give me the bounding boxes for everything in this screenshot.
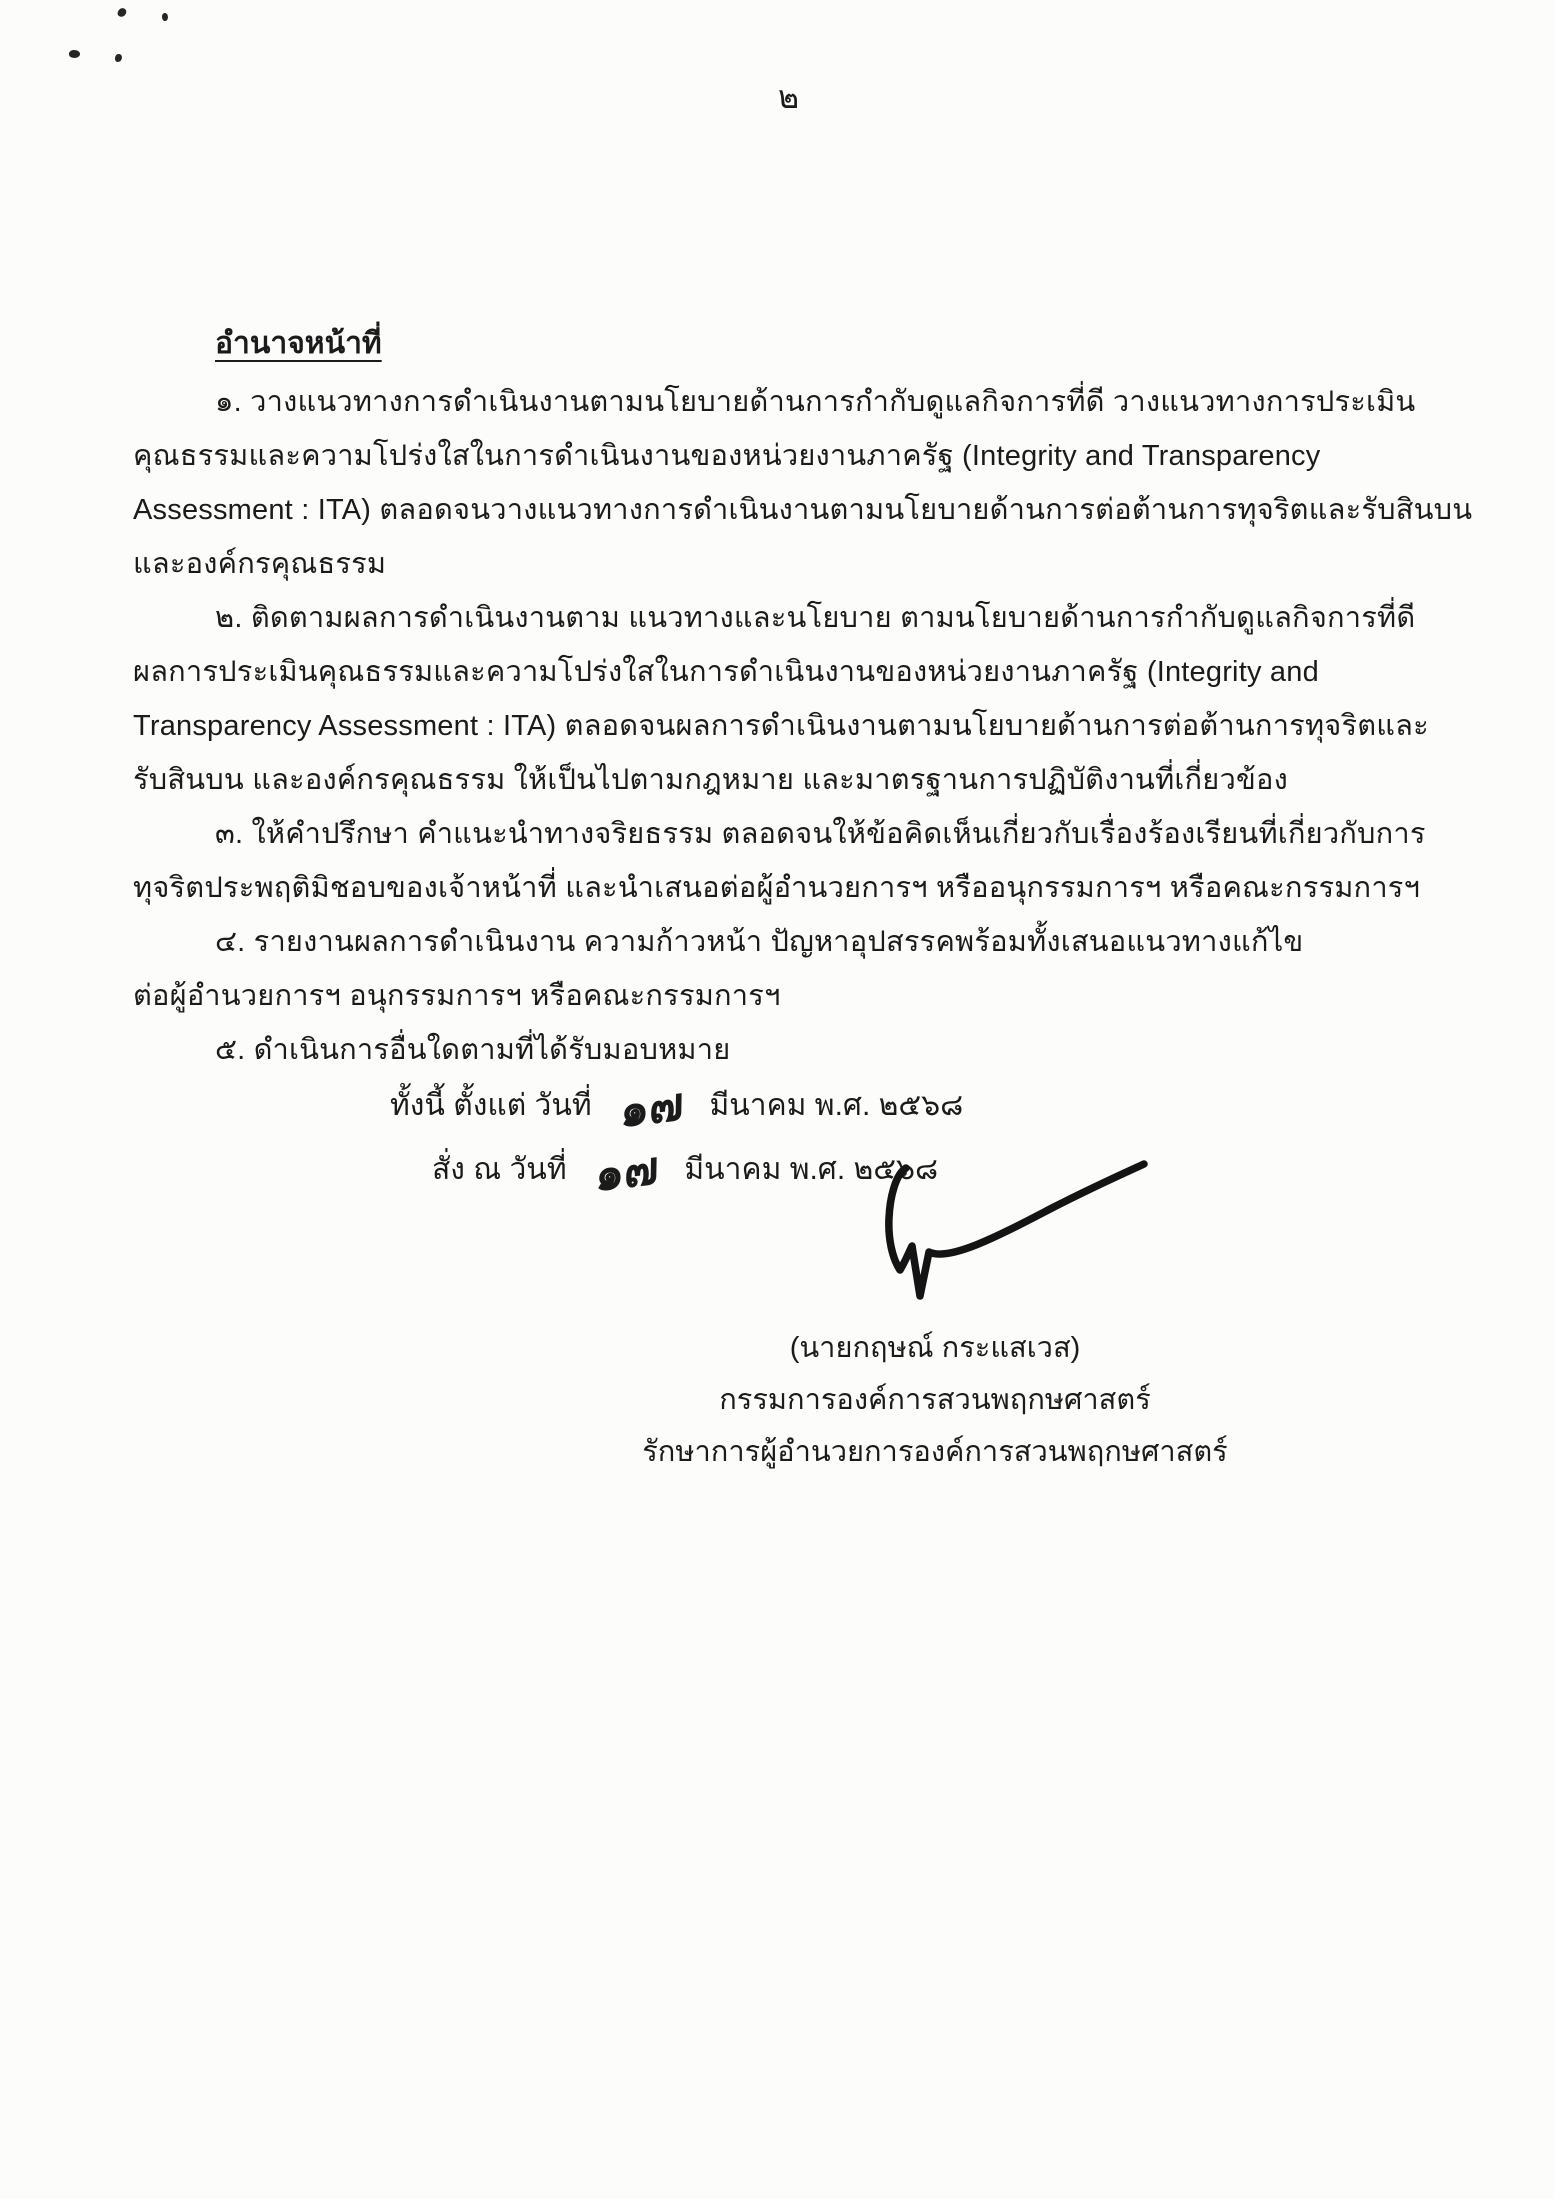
body-line: ๕. ดำเนินการอื่นใดตามที่ได้รับมอบหมาย (215, 1034, 731, 1066)
body-line: คุณธรรมและความโปร่งใสในการดำเนินงานของหน่วยงานภาครัฐ (Integrity and Transparency (133, 440, 1321, 472)
body-line: รับสินบน และองค์กรคุณธรรม ให้เป็นไปตามกฎหมาย และมาตรฐานการปฏิบัติงานที่เกี่ยวข้อง (133, 764, 1288, 796)
page-number: ๒ (778, 79, 800, 115)
ink-speck (68, 49, 80, 59)
handwritten-day: ๑๗ (594, 1140, 659, 1202)
signoff-block (565, 1322, 1305, 1478)
body-line: และองค์กรคุณธรรม (133, 548, 387, 580)
body-line: ๔. รายงานผลการดำเนินงาน ความก้าวหน้า ปัญหาอุปสรรคพร้อมทั้งเสนอแนวทางแก้ไข (215, 926, 1304, 958)
signer-title-1: กรรมการองค์การสวนพฤกษศาสตร์ (719, 1384, 1151, 1416)
ink-speck (161, 12, 169, 21)
body-line: ๓. ให้คำปรึกษา คำแนะนำทางจริยธรรม ตลอดจนให้ข้อคิดเห็นเกี่ยวกับเรื่องร้องเรียนที่เกี่ยวกับการ (215, 818, 1426, 850)
effective-date-suffix: มีนาคม พ.ศ. ๒๕๖๘ (709, 1089, 964, 1122)
body-line: ทุจริตประพฤติมิชอบของเจ้าหน้าที่ และนำเสนอต่อผู้อำนวยการฯ หรืออนุกรรมการฯ หรือคณะกรรมการฯ (133, 872, 1421, 904)
body-line: ๒. ติดตามผลการดำเนินงานตาม แนวทางและนโยบาย ตามนโยบายด้านการกำกับดูแลกิจการที่ดี (215, 602, 1416, 634)
effective-date-prefix: ทั้งนี้ ตั้งแต่ วันที่ (390, 1089, 592, 1122)
order-date-line (432, 1140, 939, 1202)
signer-name: (นายกฤษณ์ กระแสเวส) (789, 1332, 1081, 1364)
body-line: Transparency Assessment : ITA) ตลอดจนผลการดำเนินงานตามนโยบายด้านการต่อต้านการทุจริตและ (133, 710, 1429, 742)
ink-speck (115, 54, 122, 62)
body-line: Assessment : ITA) ตลอดจนวางแนวทางการดำเนินงานตามนโยบายด้านการต่อต้านการทุจริตและรับสินบน (133, 494, 1473, 526)
order-date-prefix: สั่ง ณ วันที่ (432, 1153, 567, 1186)
body-line: ต่อผู้อำนวยการฯ อนุกรรมการฯ หรือคณะกรรมการฯ (133, 980, 781, 1012)
body-line: ผลการประเมินคุณธรรมและความโปร่งใสในการดำเนินงานของหน่วยงานภาครัฐ (Integrity and (133, 656, 1319, 688)
handwritten-day: ๑๗ (619, 1076, 684, 1138)
body-line: ๑. วางแนวทางการดำเนินงานตามนโยบายด้านการกำกับดูแลกิจการที่ดี วางแนวทางการประเมิน (215, 386, 1416, 418)
ink-speck (116, 7, 127, 19)
signer-title-2: รักษาการผู้อำนวยการองค์การสวนพฤกษศาสตร์ (642, 1436, 1228, 1468)
order-date-suffix: มีนาคม พ.ศ. ๒๕๖๘ (684, 1153, 939, 1186)
signature-icon (872, 1156, 1164, 1328)
effective-date-line (390, 1076, 964, 1138)
section-heading: อำนาจหน้าที่ (215, 327, 382, 360)
